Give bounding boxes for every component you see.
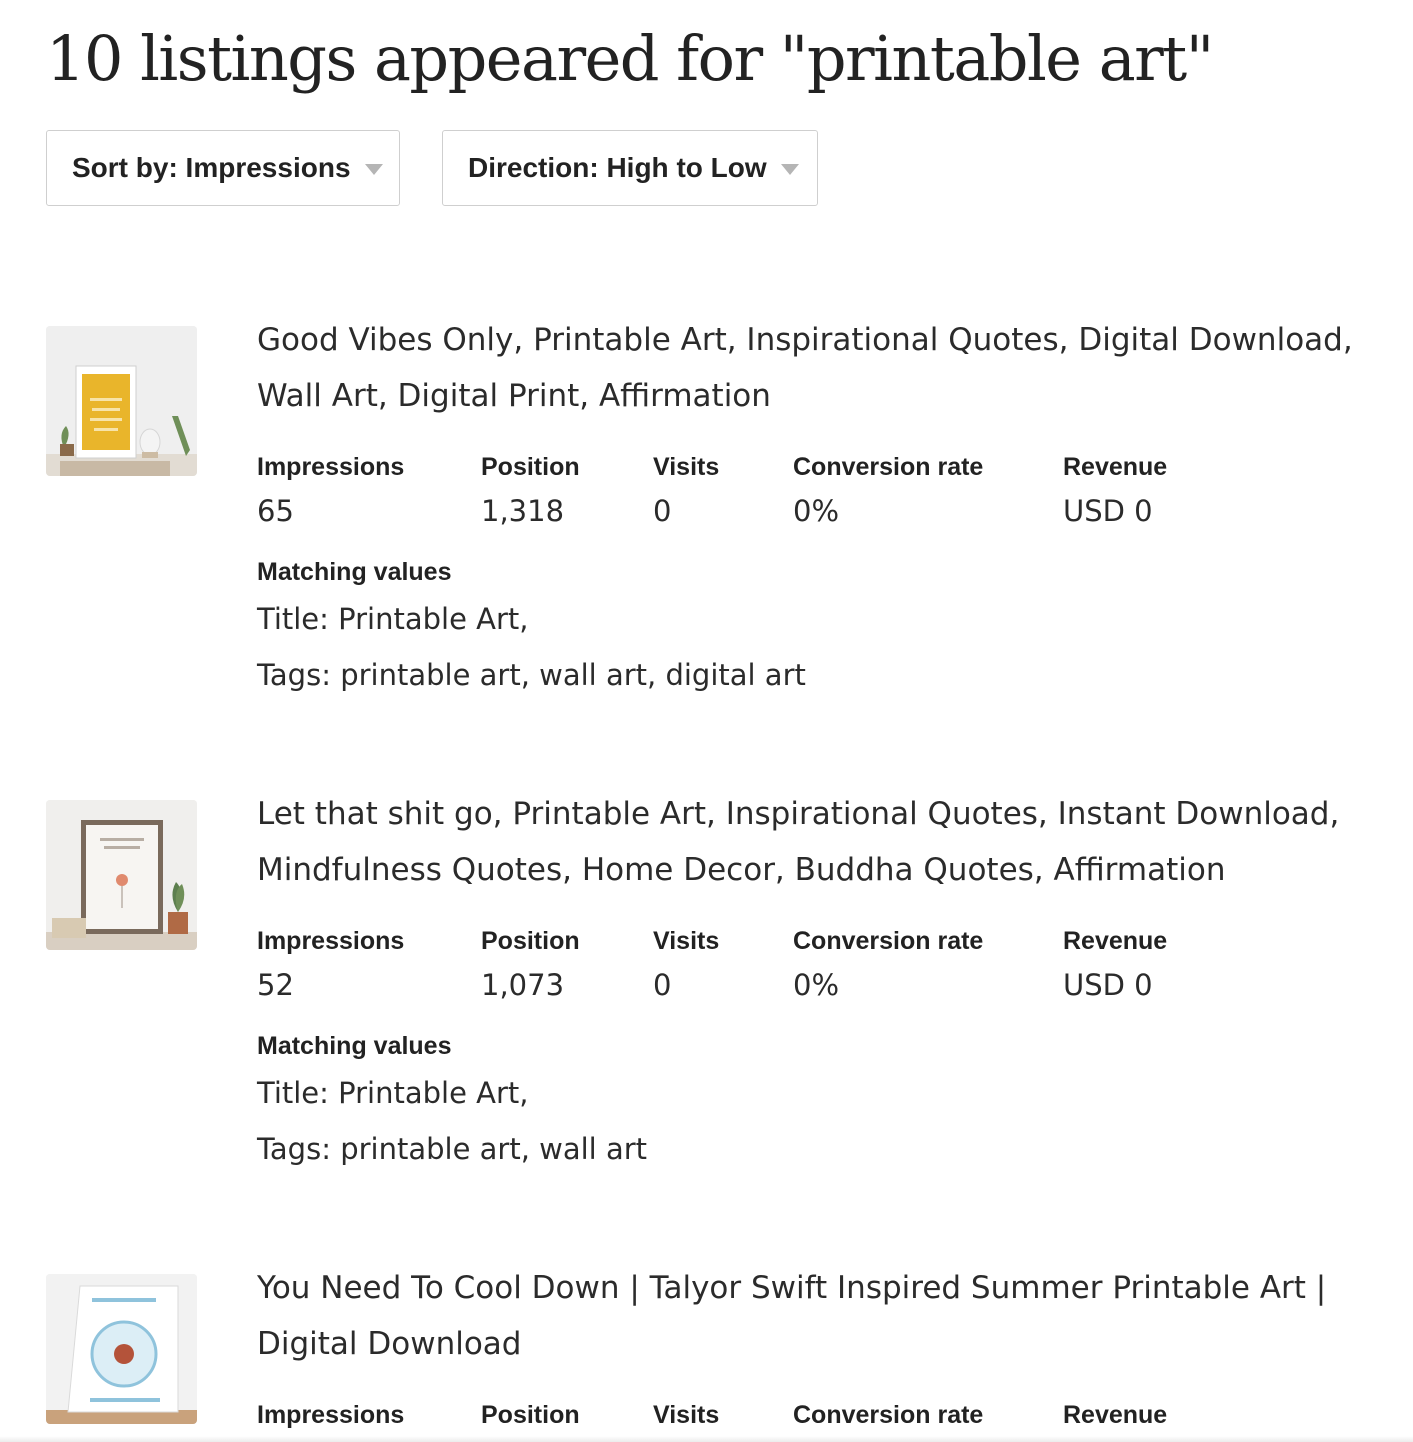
stat-value: 1,073 xyxy=(481,968,565,1002)
direction-dropdown[interactable] xyxy=(442,130,818,206)
stat-label: Visits xyxy=(653,453,720,481)
stat-label: Revenue xyxy=(1063,453,1168,481)
stat-value: 65 xyxy=(257,494,294,528)
stat-position xyxy=(481,926,580,1002)
stat-label: Revenue xyxy=(1063,1401,1168,1429)
sort-by-label: Sort by: Impressions xyxy=(72,152,351,183)
stat-revenue xyxy=(1063,926,1167,1002)
stat-impressions xyxy=(257,926,404,1002)
page-title: 10 listings appeared for "printable art" xyxy=(46,22,1213,95)
matching-tags: Tags: printable art, wall art xyxy=(257,1132,648,1166)
matching-values xyxy=(257,557,806,703)
caret-down-icon xyxy=(365,164,383,175)
matching-values-heading: Matching values xyxy=(257,1032,452,1060)
stat-visits xyxy=(653,926,719,1002)
stat-label: Visits xyxy=(653,927,720,955)
stat-value: 1,318 xyxy=(481,494,565,528)
stat-conversion-rate xyxy=(793,452,983,528)
stat-label: Impressions xyxy=(257,453,405,481)
listing-thumbnail[interactable] xyxy=(46,800,197,950)
matching-tags: Tags: printable art, wall art, digital art xyxy=(257,658,806,692)
stat-label: Conversion rate xyxy=(793,453,984,481)
stat-label: Revenue xyxy=(1063,927,1168,955)
listing-title[interactable]: Good Vibes Only, Printable Art, Inspirational Quotes, Digital Download, Wall Art, Digital Print, Affirmation xyxy=(257,322,1353,414)
stat-value: USD 0 xyxy=(1063,968,1153,1002)
stat-visits xyxy=(653,452,719,528)
stat-value: 0 xyxy=(653,494,672,528)
listing-thumbnail[interactable] xyxy=(46,1274,197,1424)
stat-label: Conversion rate xyxy=(793,1401,984,1429)
matching-values xyxy=(257,1031,647,1177)
stat-impressions xyxy=(257,452,404,528)
stat-value: 52 xyxy=(257,968,294,1002)
stat-value: 0 xyxy=(653,968,672,1002)
stat-position xyxy=(481,452,580,528)
bottom-edge-shadow xyxy=(0,1436,1413,1442)
direction-label: Direction: High to Low xyxy=(468,152,767,183)
stat-label: Conversion rate xyxy=(793,927,984,955)
stat-label: Position xyxy=(481,453,580,481)
stat-revenue xyxy=(1063,1400,1167,1430)
stat-value: 0% xyxy=(793,968,840,1002)
stat-visits xyxy=(653,1400,719,1430)
matching-title: Title: Printable Art, xyxy=(257,602,529,636)
listing-thumbnail[interactable] xyxy=(46,326,197,476)
stat-label: Visits xyxy=(653,1401,720,1429)
listing-title[interactable]: Let that shit go, Printable Art, Inspirational Quotes, Instant Download, Mindfulness Quotes, Home Decor, Buddha Quotes, Affirmation xyxy=(257,796,1340,888)
matching-values-heading: Matching values xyxy=(257,558,452,586)
stat-impressions xyxy=(257,1400,404,1430)
sort-by-dropdown[interactable] xyxy=(46,130,400,206)
caret-down-icon xyxy=(781,164,799,175)
stat-label: Position xyxy=(481,927,580,955)
stat-value: 0% xyxy=(793,494,840,528)
stat-label: Impressions xyxy=(257,927,405,955)
stat-conversion-rate xyxy=(793,926,983,1002)
stat-conversion-rate xyxy=(793,1400,983,1430)
listing-title[interactable]: You Need To Cool Down | Talyor Swift Inspired Summer Printable Art | Digital Download xyxy=(257,1270,1327,1362)
stat-revenue xyxy=(1063,452,1167,528)
stat-label: Impressions xyxy=(257,1401,405,1429)
stat-position xyxy=(481,1400,580,1430)
stat-label: Position xyxy=(481,1401,580,1429)
stat-value: USD 0 xyxy=(1063,494,1153,528)
matching-title: Title: Printable Art, xyxy=(257,1076,529,1110)
